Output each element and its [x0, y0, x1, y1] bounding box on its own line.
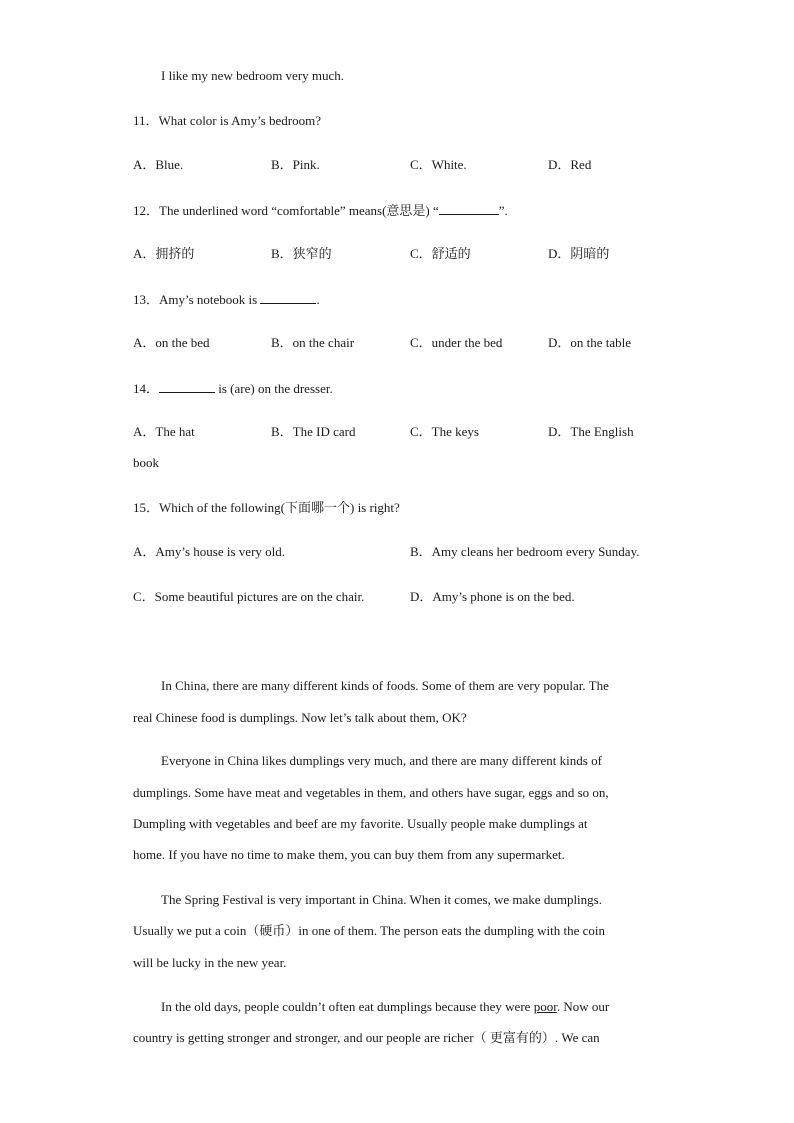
q15-option-d: D．Amy’s phone is on the bed.	[410, 589, 575, 604]
passage-last-line: I like my new bedroom very much.	[161, 68, 345, 83]
q13-stem-post: .	[316, 292, 320, 307]
q11-option-b: B．Pink.	[271, 157, 320, 172]
passage-p3-line3: will be lucky in the new year.	[133, 955, 287, 970]
q12-option-d: D．阴暗的	[548, 246, 610, 261]
passage-p1-line1: In China, there are many different kinds of foods. Some of them are very popular. The	[161, 678, 609, 693]
question-11-stem: 11．What color is Amy’s bedroom?	[133, 113, 321, 128]
p4-line1-pre: In the old days, people couldn’t often eat dumplings because they were	[161, 999, 534, 1014]
q12-stem-pre: 12．The underlined word “comfortable” means(意思是) “	[133, 203, 439, 218]
q13-option-b: B．on the chair	[271, 335, 355, 350]
q11-option-d: D．Red	[548, 157, 592, 172]
passage-p2-line1: Everyone in China likes dumplings very much, and there are many different kinds of	[161, 753, 602, 768]
q15-option-c: C．Some beautiful pictures are on the chair.	[133, 589, 365, 604]
q13-stem-pre: 13．Amy’s notebook is	[133, 292, 261, 307]
q14-option-d-wrap: book	[133, 455, 159, 470]
passage-p2-line3: Dumpling with vegetables and beef are my favorite. Usually people make dumplings at	[133, 816, 588, 831]
question-13-stem	[133, 291, 320, 308]
answer-blank	[439, 202, 499, 215]
q15-option-a: A．Amy’s house is very old.	[133, 544, 286, 559]
answer-blank	[260, 291, 316, 304]
q11-option-a: A．Blue.	[133, 157, 184, 172]
passage-p4-line1	[161, 999, 609, 1015]
q14-option-d: D．The English	[548, 424, 634, 439]
q14-option-a: A．The hat	[133, 424, 195, 439]
q14-option-c: C．The keys	[410, 424, 479, 439]
passage-p3-line2: Usually we put a coin（硬币）in one of them. The person eats the dumpling with the coin	[133, 923, 606, 938]
q14-option-b: B．The ID card	[271, 424, 356, 439]
passage-p4-line2: country is getting stronger and stronger, and our people are richer（ 更富有的）. We can	[133, 1030, 600, 1045]
q15-option-b: B．Amy cleans her bedroom every Sunday.	[410, 544, 640, 559]
q13-option-d: D．on the table	[548, 335, 632, 350]
passage-p2-line2: dumplings. Some have meat and vegetables in them, and others have sugar, eggs and so on,	[133, 785, 609, 800]
underlined-word: poor	[533, 999, 557, 1014]
q12-option-c: C．舒适的	[410, 246, 471, 261]
question-12-stem	[133, 202, 508, 219]
passage-p3-line1: The Spring Festival is very important in China. When it comes, we make dumplings.	[161, 892, 602, 907]
question-15-stem: 15．Which of the following(下面哪一个) is right?	[133, 500, 400, 515]
passage-p2-line4: home. If you have no time to make them, you can buy them from any supermarket.	[133, 847, 565, 862]
answer-blank	[159, 380, 215, 393]
q14-stem-pre: 14．	[133, 381, 160, 396]
q12-option-b: B．狭窄的	[271, 246, 332, 261]
p4-line1-post: . Now our	[556, 999, 610, 1014]
q12-option-a: A．拥挤的	[133, 246, 195, 261]
q13-option-a: A．on the bed	[133, 335, 210, 350]
q12-stem-post: ”.	[498, 203, 508, 218]
passage-p1-line2: real Chinese food is dumplings. Now let’s talk about them, OK?	[133, 710, 467, 725]
q13-option-c: C．under the bed	[410, 335, 503, 350]
q11-option-c: C．White.	[410, 157, 467, 172]
question-14-stem	[133, 380, 333, 397]
q14-stem-post: is (are) on the dresser.	[215, 381, 333, 396]
